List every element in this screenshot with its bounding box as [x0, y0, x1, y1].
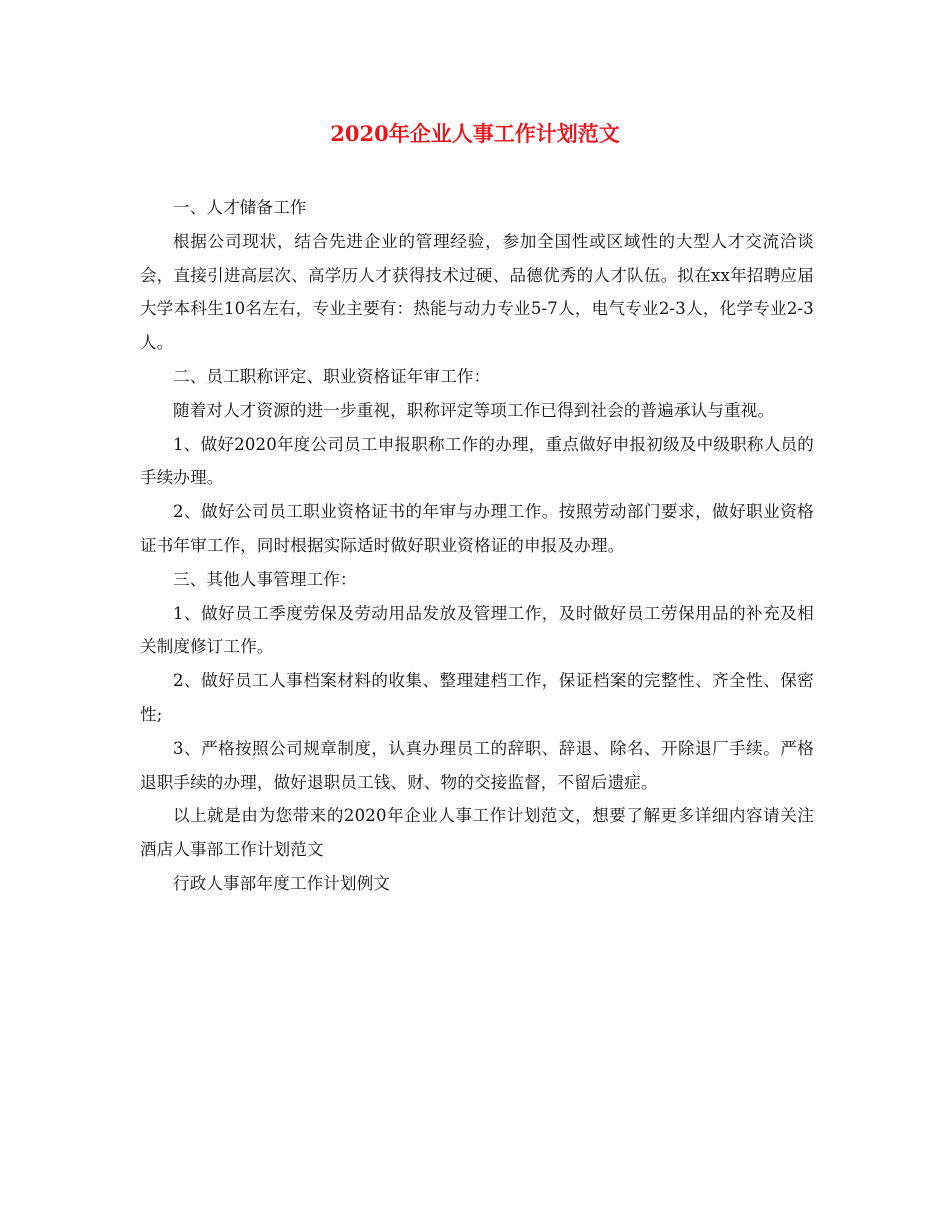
list-item-certificate-review: 2、做好公司员工职业资格证书的年审与办理工作。按照劳动部门要求，做好职业资格证书年审工作，同时根据实际适时做好职业资格证的申报及办理。 — [140, 502, 814, 555]
list-item-labor-protection: 1、做好员工季度劳保及劳动用品发放及管理工作，及时做好员工劳保用品的补充及相关制度修订工作。 — [140, 603, 814, 657]
document-title: 2020年企业人事工作计划范文 — [330, 121, 620, 146]
list-item-resignation-procedures: 3、严格按照公司规章制度，认真办理员工的辞职、辞退、除名、开除退厂手续。严格退职手续的办理，做好退职员工钱、财、物的交接监督，不留后遗症。 — [140, 738, 814, 792]
section-heading-other-hr: 三、其他人事管理工作： — [173, 569, 357, 589]
paragraph-talent-reserve: 根据公司现状，结合先进企业的管理经验，参加全国性或区域性的大型人才交流洽谈会，直接引进高层次、高学历人才获得技术过硬、品德优秀的人才队伍。拟在xx年招聘应届大学本科生10名左右，专业主要有：热能与动力专业5-7人，电气专业2-3人，化学专业2-3人。 — [140, 231, 814, 353]
paragraph-closing: 以上就是由为您带来的2020年企业人事工作计划范文，想要了解更多详细内容请关注酒店人事部工作计划范文 — [140, 806, 814, 860]
paragraph-related-article: 行政人事部年度工作计划例文 — [173, 873, 391, 893]
list-item-personnel-files: 2、做好员工人事档案材料的收集、整理建档工作，保证档案的完整性、齐全性、保密性; — [140, 671, 814, 724]
list-item-title-application: 1、做好2020年度公司员工申报职称工作的办理，重点做好申报初级及中级职称人员的手续办理。 — [140, 434, 814, 488]
section-heading-title-evaluation: 二、员工职称评定、职业资格证年审工作： — [173, 366, 491, 386]
section-heading-talent-reserve: 一、人才储备工作 — [173, 198, 307, 217]
paragraph-title-evaluation-intro: 随着对人才资源的进一步重视，职称评定等项工作已得到社会的普遍承认与重视。 — [173, 400, 775, 420]
document-body — [140, 191, 814, 901]
